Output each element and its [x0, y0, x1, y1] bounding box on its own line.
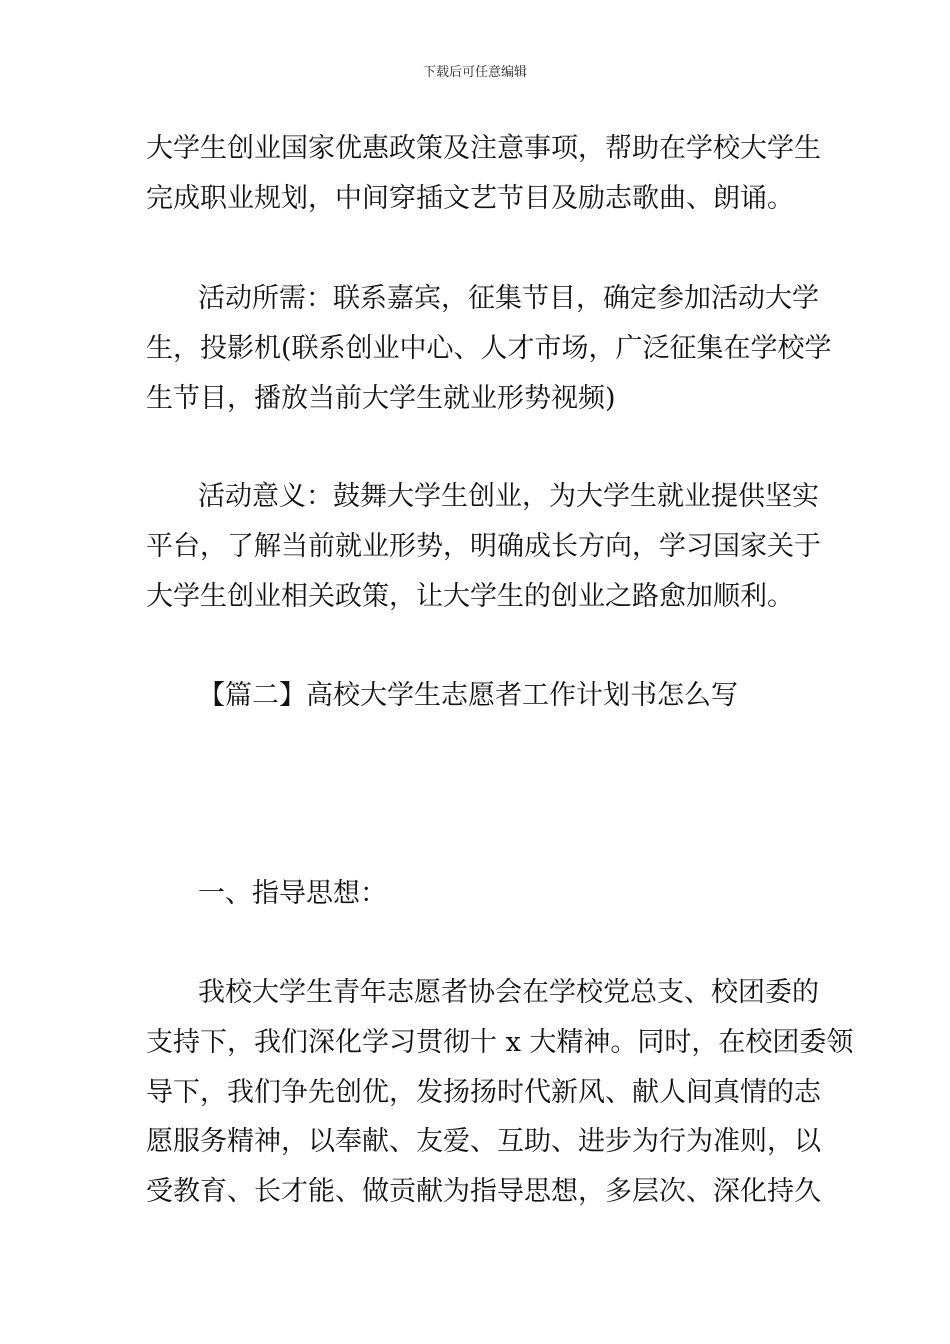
paragraph-4-line-4: 愿服务精神，以奉献、友爱、互助、进步为行为准则，以 — [146, 1126, 821, 1157]
paragraph-4-line-5: 受教育、长才能、做贡献为指导思想，多层次、深化持久 — [146, 1176, 821, 1207]
paragraph-2-line-2: 生，投影机(联系创业中心、人才市场，广泛征集在学校学 — [146, 333, 832, 364]
paragraph-4-line-1: 我校大学生青年志愿者协会在学校党总支、校团委的 — [198, 977, 819, 1008]
paragraph-1-line-1: 大学生创业国家优惠政策及注意事项，帮助在学校大学生 — [146, 133, 821, 164]
page-header: 下载后可任意编辑 — [422, 65, 527, 80]
paragraph-3-line-1: 活动意义：鼓舞大学生创业，为大学生就业提供坚实 — [198, 481, 819, 512]
sub-heading: 一、指导思想： — [198, 878, 387, 909]
paragraph-2-line-3: 生节目，播放当前大学生就业形势视频) — [146, 383, 616, 414]
paragraph-4-line-2: 支持下，我们深化学习贯彻十 x 大精神。同时，在校团委领 — [146, 1027, 854, 1058]
paragraph-4-line-3: 导下，我们争先创优，发扬扬时代新风、献人间真情的志 — [146, 1077, 821, 1108]
paragraph-1-line-2: 完成职业规划，中间穿插文艺节目及励志歌曲、朗诵。 — [146, 183, 794, 214]
paragraph-3-line-3: 大学生创业相关政策，让大学生的创业之路愈加顺利。 — [146, 581, 794, 612]
paragraph-3-line-2: 平台，了解当前就业形势，明确成长方向，学习国家关于 — [146, 531, 821, 562]
paragraph-2-line-1: 活动所需：联系嘉宾，征集节目，确定参加活动大学 — [198, 283, 819, 314]
section-heading: 【篇二】高校大学生志愿者工作计划书怎么写 — [198, 680, 738, 711]
